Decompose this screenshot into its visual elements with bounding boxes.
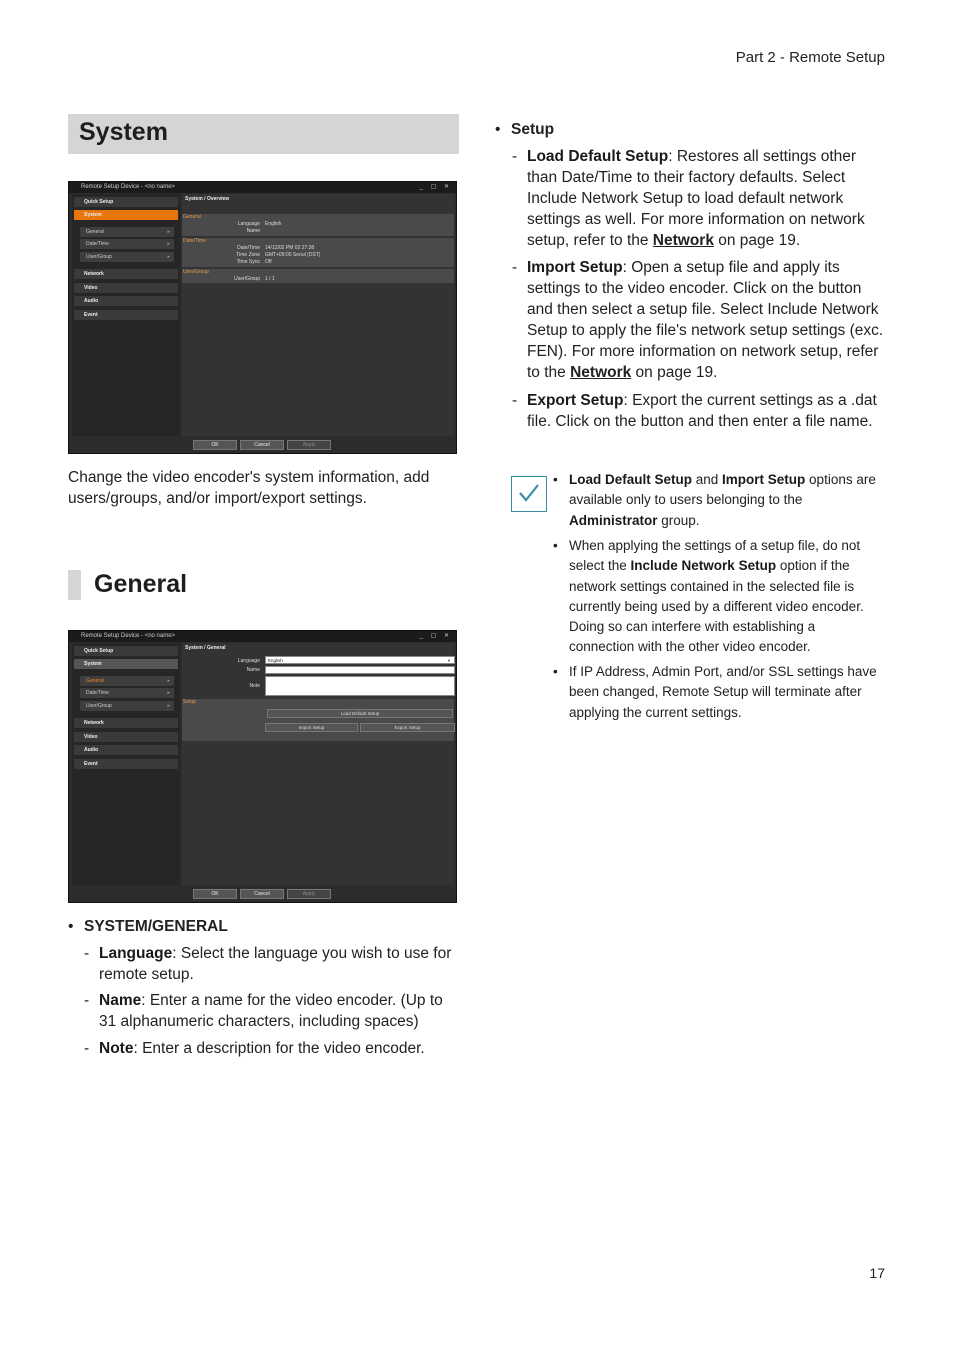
window-titlebar: Remote Setup Device - <no name> _ ▢ ✕	[69, 631, 456, 642]
apply-button[interactable]: Apply	[287, 440, 331, 450]
system-section-title: System	[68, 114, 459, 154]
running-header: Part 2 - Remote Setup	[735, 49, 885, 66]
content-panel	[182, 194, 454, 437]
setup-group: Setup Load Default Setup Import Setup Export Setup	[182, 699, 454, 741]
sidebar	[72, 643, 180, 886]
general-section-title: General	[68, 570, 459, 610]
name-field[interactable]	[265, 666, 455, 674]
nav-video[interactable]: Video	[74, 732, 178, 742]
system-general-heading: SYSTEM/GENERAL	[84, 918, 228, 935]
nav-network[interactable]: Network	[74, 718, 178, 728]
dialog-footer	[69, 436, 456, 453]
nav-general[interactable]: General ▸	[80, 676, 174, 686]
nav-audio[interactable]: Audio	[74, 296, 178, 306]
nav-quick-setup[interactable]: Quick Setup	[74, 646, 178, 656]
bullet-dot: •	[68, 918, 74, 935]
system-description: Change the video encoder's system information, add users/groups, and/or import/export settings.	[68, 469, 430, 507]
window-titlebar: Remote Setup Device - <no name> _ ▢ ✕	[69, 182, 456, 193]
note-2: When applying the settings of a setup file, do not select the Include Network Setup option if the network settings contained in the selected file is currently being used by a different video encoder. Doing so can interfere with establishing a connection with the other video encoder.	[569, 538, 864, 655]
window-controls: _ ▢ ✕	[419, 184, 452, 190]
network-link[interactable]: Network	[652, 232, 714, 249]
nav-date-time[interactable]: Date/Time ▸	[80, 239, 174, 249]
export-setup-button[interactable]: Export Setup	[360, 723, 455, 732]
general-group: General Language English Name	[182, 214, 454, 236]
nav-event[interactable]: Event	[74, 759, 178, 769]
nav-event[interactable]: Event	[74, 310, 178, 320]
note-check-icon	[511, 476, 547, 512]
nav-system[interactable]: System	[74, 210, 178, 220]
setup-heading: Setup	[511, 121, 555, 138]
load-default-item: Load Default Setup: Restores all settings other than Date/Time to their factory defaults. Select Include Network Setup to load default network settings as well. For more information on network setup, refer to the Network on page 19.	[527, 148, 865, 249]
import-setup-button[interactable]: Import Setup	[265, 723, 358, 732]
cancel-button[interactable]: Cancel	[240, 889, 284, 899]
nav-user-group[interactable]: User/Group ▸	[80, 252, 174, 262]
nav-audio[interactable]: Audio	[74, 745, 178, 755]
export-setup-item: Export Setup: Export the current settings as a .dat file. Click on the button and then enter a file name.	[527, 392, 877, 430]
name-item: Name: Enter a name for the video encoder. (Up to 31 alphanumeric characters, including spaces)	[99, 992, 443, 1030]
nav-general[interactable]: General ▸	[80, 227, 174, 237]
breadcrumb: System / Overview	[185, 196, 230, 202]
breadcrumb: System / General	[185, 645, 226, 651]
cancel-button[interactable]: Cancel	[240, 440, 284, 450]
language-select[interactable]: English ▾	[265, 656, 455, 664]
language-label: Language	[237, 658, 260, 664]
note-1: Load Default Setup and Import Setup options are available only to users belonging to the Administrator group.	[569, 472, 876, 528]
system-general-screenshot	[68, 630, 457, 903]
note-field[interactable]	[265, 676, 455, 696]
nav-date-time[interactable]: Date/Time ▸	[80, 688, 174, 698]
ok-button[interactable]: OK	[193, 440, 237, 450]
network-link[interactable]: Network	[570, 364, 632, 381]
nav-video[interactable]: Video	[74, 283, 178, 293]
nav-quick-setup[interactable]: Quick Setup	[74, 197, 178, 207]
system-overview-screenshot	[68, 181, 457, 454]
usergroup-group: User/Group User/Group 1 / 1	[182, 269, 454, 283]
load-default-setup-button[interactable]: Load Default Setup	[267, 709, 453, 718]
ok-button[interactable]: OK	[193, 889, 237, 899]
apply-button[interactable]: Apply	[287, 889, 331, 899]
note-label: Note	[249, 683, 260, 689]
language-item: Language: Select the language you wish to use for remote setup.	[99, 945, 452, 983]
dialog-footer	[69, 885, 456, 902]
nav-system[interactable]: System	[74, 659, 178, 669]
window-controls: _ ▢ ✕	[419, 633, 452, 639]
import-setup-item: Import Setup: Open a setup file and apply its settings to the video encoder. Click on the button and then select a setup file. Select Include Network Setup to apply the file's network setup settings (exc. FEN). For more information on network setup, refer to the Network on page 19.	[527, 259, 884, 381]
note-3: If IP Address, Admin Port, and/or SSL settings have been changed, Remote Setup will terminate after applying the current settings.	[569, 664, 877, 720]
page-number: 17	[869, 1265, 885, 1281]
note-item: Note: Enter a description for the video encoder.	[99, 1040, 425, 1057]
name-label: Name	[246, 667, 260, 673]
nav-network[interactable]: Network	[74, 269, 178, 279]
content-panel	[182, 643, 454, 886]
datetime-group: Date/Time Date/Time 14/12/02 PM 02:27:38 Time Zone GMT+09:00 Seoul (DST) Time Sync Off	[182, 238, 454, 267]
sidebar	[72, 194, 180, 437]
nav-user-group[interactable]: User/Group ▸	[80, 701, 174, 711]
